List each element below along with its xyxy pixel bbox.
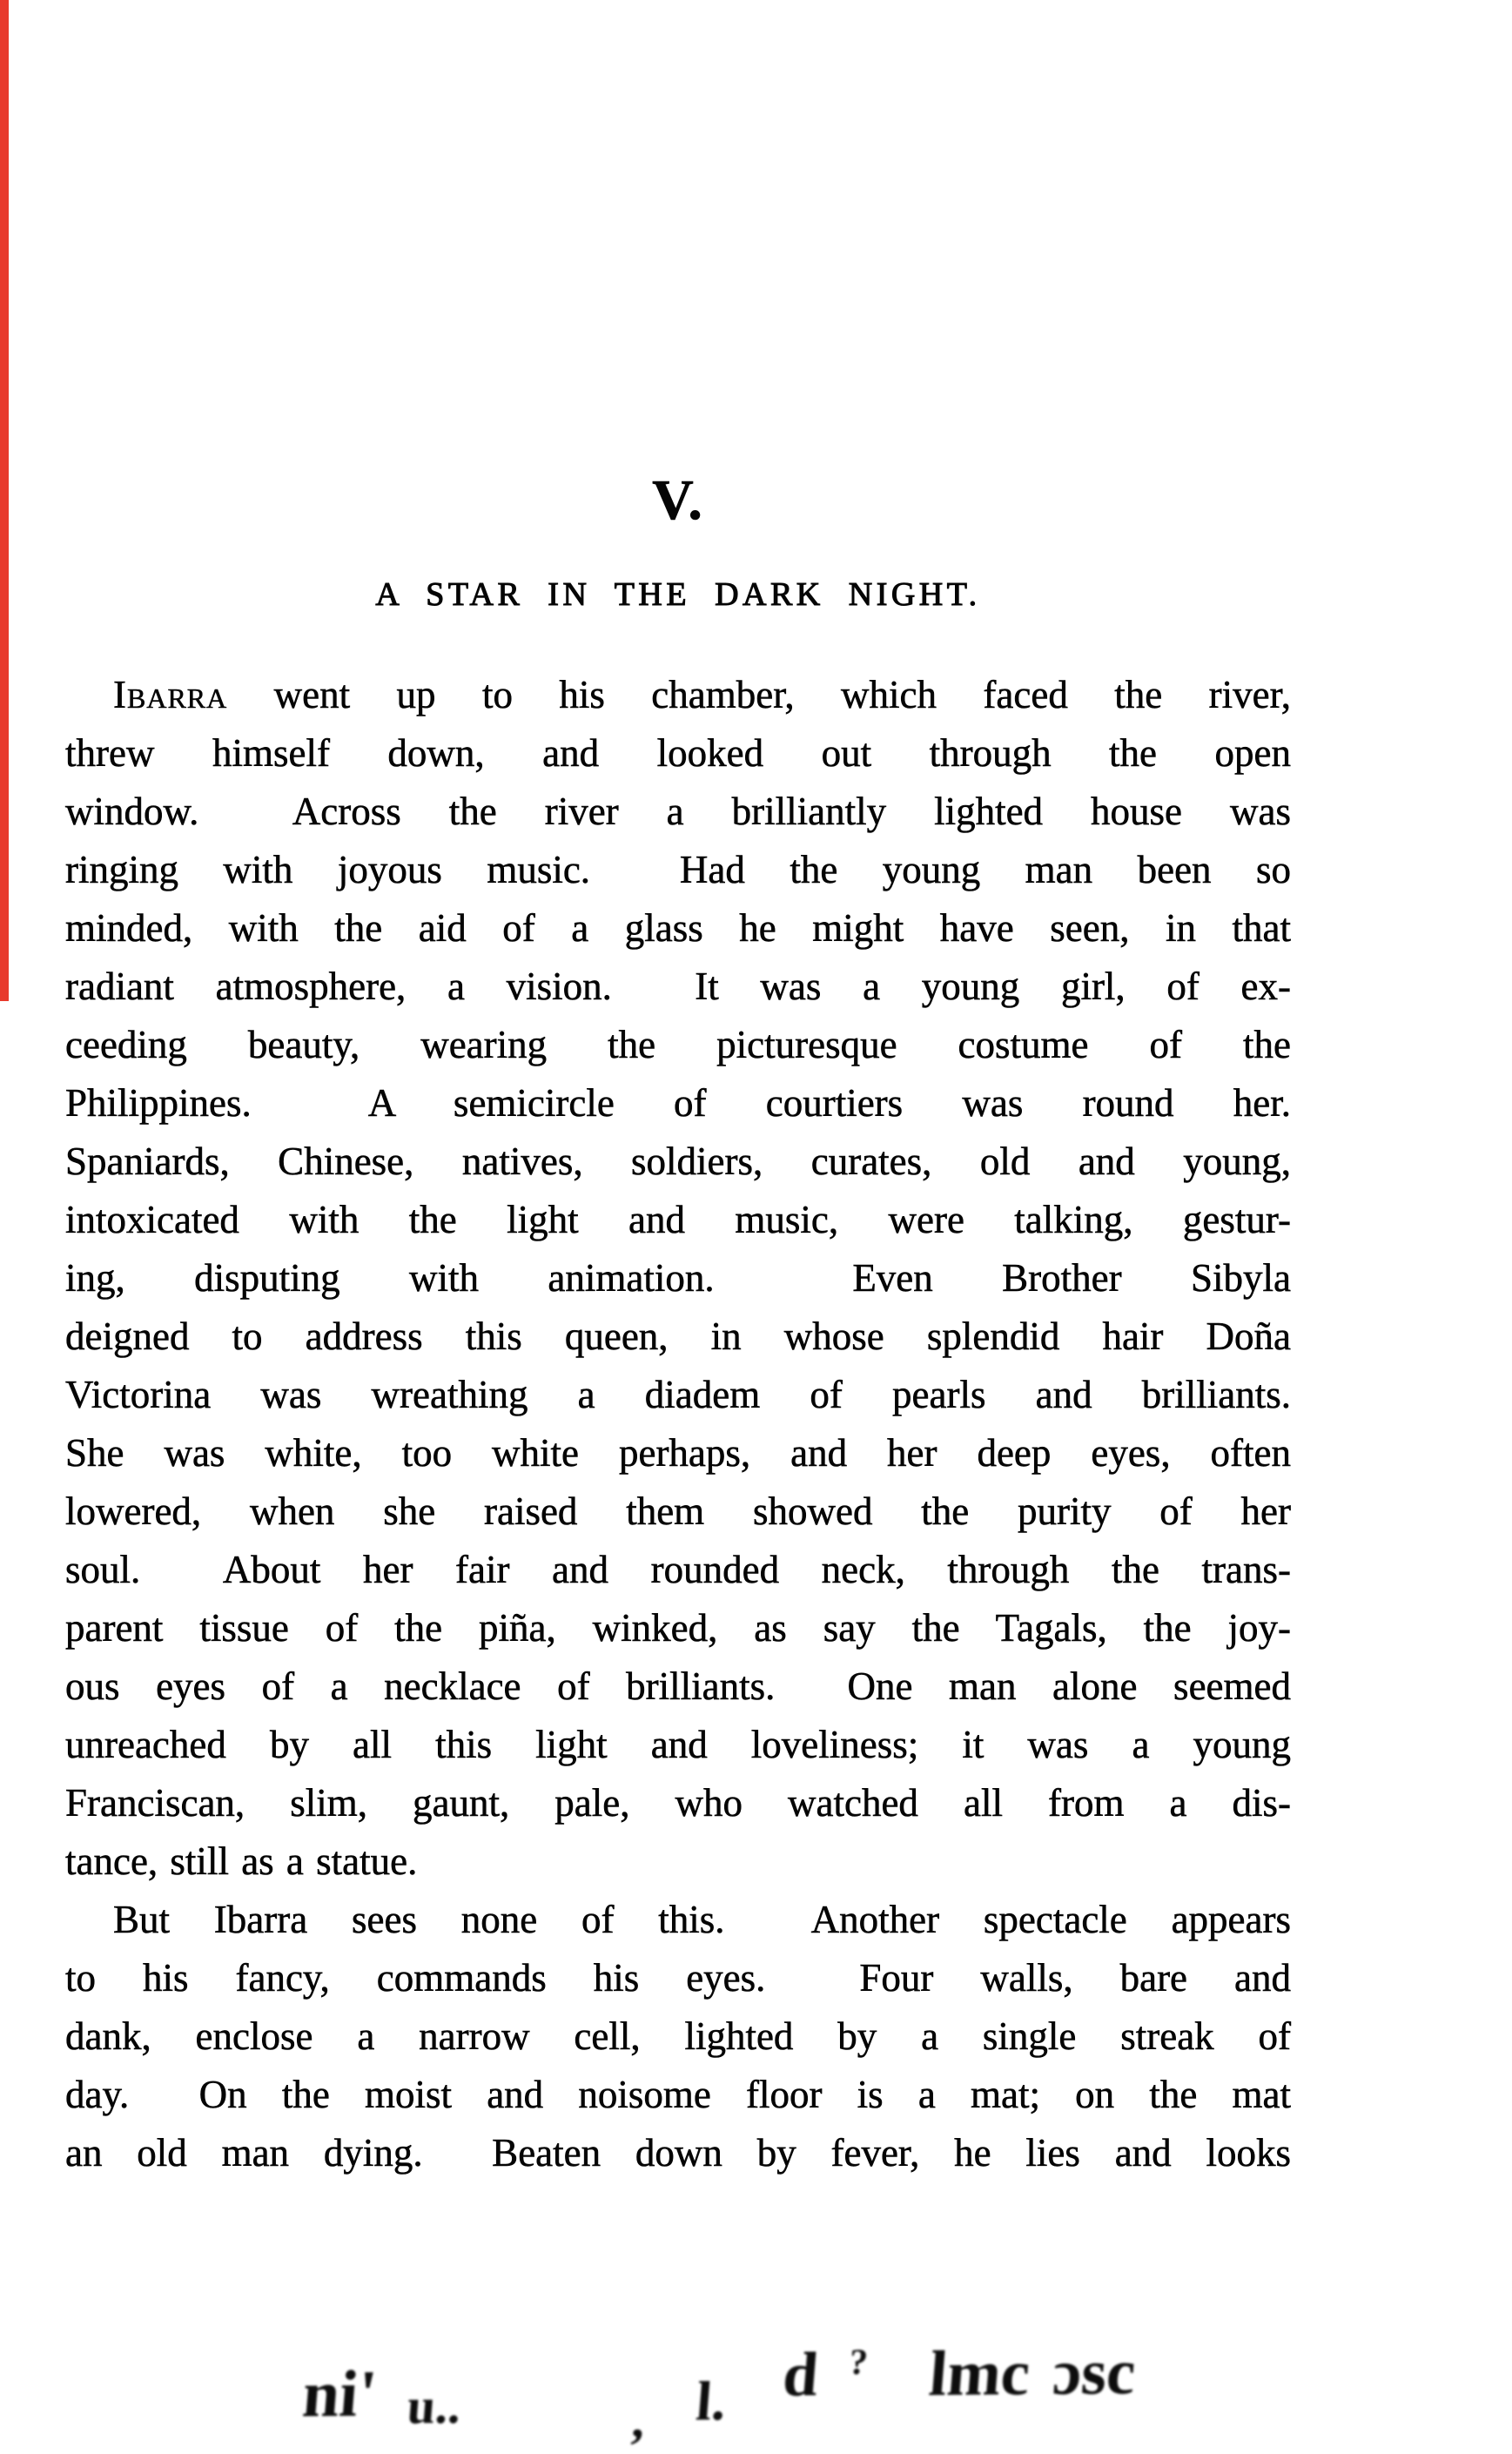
- bleed-fragment: ,: [629, 2391, 648, 2449]
- text-line: unreached by all this light and loveliness; it was a young: [65, 1723, 1291, 1766]
- bleed-fragment: lmc: [926, 2337, 1033, 2410]
- book-edge-strip: [0, 0, 9, 1001]
- text-line: threw himself down, and looked out through the open: [65, 731, 1291, 775]
- bleed-fragment: ni': [299, 2357, 380, 2431]
- text-line: minded, with the aid of a glass he might have seen, in that: [65, 906, 1291, 950]
- small-caps-lead-word: Ibarra: [113, 673, 228, 716]
- text-line: radiant atmosphere, a vision. It was a young girl, of ex-: [65, 965, 1291, 1008]
- chapter-title: A STAR IN THE DARK NIGHT.: [375, 576, 981, 613]
- text-line: Spaniards, Chinese, natives, soldiers, curates, old and young,: [65, 1140, 1291, 1183]
- print-bleed-fragments: [0, 2336, 1512, 2451]
- text-line: tance, still as a statue.: [65, 1839, 418, 1883]
- text-line: Philippines. A semicircle of courtiers was round her.: [65, 1081, 1291, 1125]
- text-line: to his fancy, commands his eyes. Four walls, bare and: [65, 1956, 1291, 2000]
- text-line: parent tissue of the piña, winked, as say the Tagals, the joy-: [65, 1606, 1291, 1650]
- text-line: deigned to address this queen, in whose splendid hair Doña: [65, 1314, 1291, 1358]
- text-line: Ibarra went up to his chamber, which faced the river,: [113, 673, 1291, 716]
- text-line: ing, disputing with animation. Even Brother Sibyla: [65, 1256, 1291, 1300]
- text-line: Victorina was wreathing a diadem of pearls and brilliants.: [65, 1373, 1291, 1416]
- text-line: ous eyes of a necklace of brilliants. One man alone seemed: [65, 1664, 1291, 1708]
- text-line: an old man dying. Beaten down by fever, he lies and looks: [65, 2131, 1291, 2175]
- text-line: day. On the moist and noisome floor is a mat; on the mat: [65, 2073, 1291, 2116]
- bleed-fragment: l.: [694, 2370, 729, 2432]
- text-line: soul. About her fair and rounded neck, through the trans-: [65, 1548, 1291, 1591]
- bleed-fragment: ɔsc: [1050, 2336, 1139, 2410]
- chapter-number: V.: [652, 468, 704, 532]
- text-line: window. Across the river a brilliantly lighted house was: [65, 790, 1291, 833]
- text-line: ceeding beauty, wearing the picturesque costume of the: [65, 1023, 1291, 1066]
- bleed-fragment: u..: [405, 2377, 463, 2435]
- text-line: lowered, when she raised them showed the purity of her: [65, 1489, 1291, 1533]
- text-line: dank, enclose a narrow cell, lighted by a single streak of: [65, 2014, 1291, 2058]
- body-text: [65, 666, 1291, 2182]
- bleed-fragment: d: [780, 2339, 821, 2410]
- text-line: intoxicated with the light and music, were talking, gestur-: [65, 1198, 1291, 1241]
- text-line: She was white, too white perhaps, and her deep eyes, often: [65, 1431, 1291, 1475]
- text-line: Franciscan, slim, gaunt, pale, who watched all from a dis-: [65, 1781, 1291, 1825]
- text-line: But Ibarra sees none of this. Another spectacle appears: [113, 1898, 1291, 1941]
- text-line: ringing with joyous music. Had the young man been so: [65, 848, 1291, 891]
- bleed-fragment: ?: [847, 2342, 870, 2383]
